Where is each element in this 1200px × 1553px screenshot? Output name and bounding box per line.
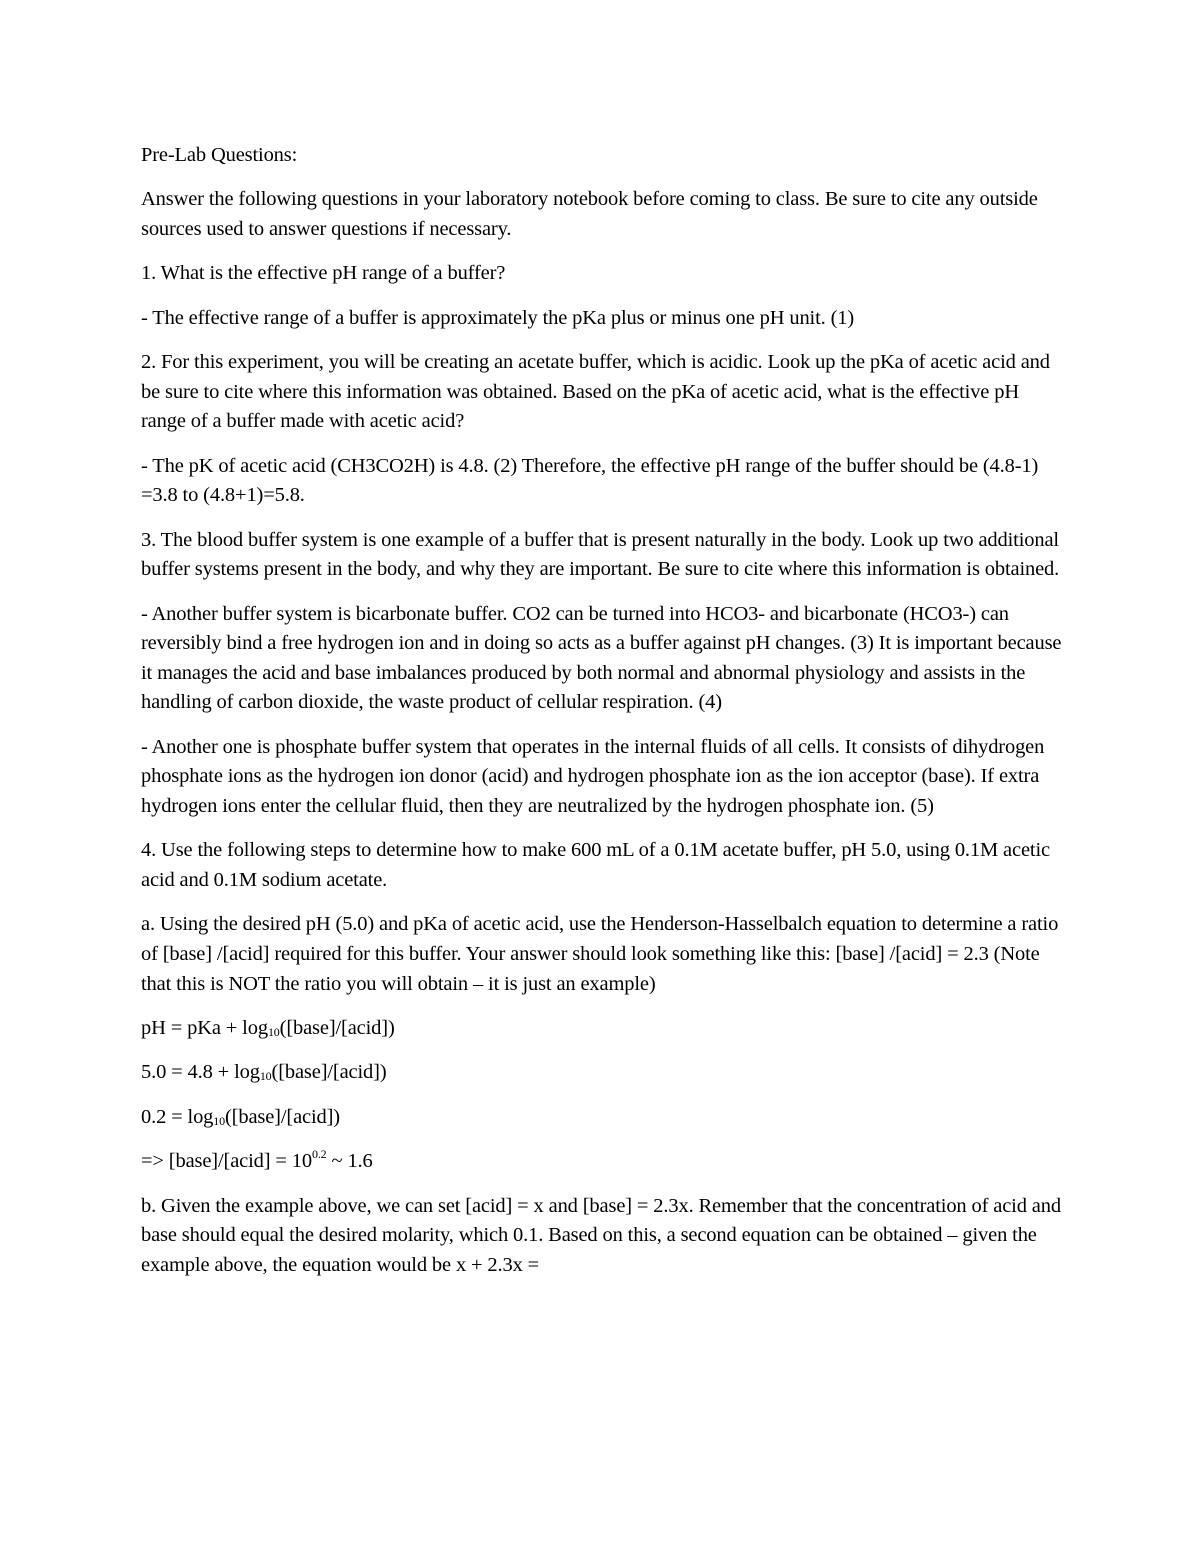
equation-2-sub: 10	[259, 1069, 272, 1084]
equation-1	[141, 1014, 1066, 1044]
heading: Pre-Lab Questions:	[141, 144, 298, 166]
question-4: 4. Use the following steps to determine how to make 600 mL of a 0.1M acetate buffer, pH 5.0, using 0.1M acetic acid and 0.1M sodium acetate.	[141, 839, 1050, 892]
answer-2: - The pK of acetic acid (CH3CO2H) is 4.8. (2) Therefore, the effective pH range of the buffer should be (4.8-1) =3.8 to (4.8+1)=5.8.	[141, 454, 1039, 507]
equation-4-lhs: => [base]/[acid] = 10	[141, 1150, 312, 1173]
equation-2-rhs: ([base]/[acid])	[271, 1061, 387, 1084]
equation-2	[141, 1058, 1066, 1088]
equation-3-sub: 10	[213, 1113, 225, 1128]
answer-3-bicarbonate: - Another buffer system is bicarbonate buffer. CO2 can be turned into HCO3- and bicarbonate (HCO3-) can reversibly bind a free hydrogen ion and in doing so acts as a buffer against pH changes. (3) It is important because it manages the acid and base imbalances produced by both normal and abnormal physiology and assists in the handling of carbon dioxide, the waste product of cellular respiration. (4)	[141, 602, 1062, 714]
document-body	[141, 141, 1066, 1295]
equation-3-rhs: ([base]/[acid])	[225, 1105, 340, 1128]
equation-4	[141, 1147, 1066, 1177]
equation-1-sub: 10	[267, 1025, 280, 1040]
equation-1-lhs: pH = pKa + log	[141, 1017, 268, 1040]
equation-3-lhs: 0.2 = log	[141, 1105, 214, 1128]
intro-paragraph: Answer the following questions in your laboratory notebook before coming to class. Be sure to cite any outside sources used to answer questions if necessary.	[141, 188, 1038, 240]
question-4b: b. Given the example above, we can set [acid] = x and [base] = 2.3x. Remember that the concentration of acid and base should equal the desired molarity, which 0.1. Based on this, a second equation can be obtained – given the example above, the equation would be x + 2.3x =	[141, 1194, 1061, 1276]
answer-3-phosphate: - Another one is phosphate buffer system that operates in the internal fluids of all cells. It consists of dihydrogen phosphate ions as the hydrogen ion donor (acid) and hydrogen phosphate ion as the ion acceptor (base). If extra hydrogen ions enter the cellular fluid, then they are neutralized by the hydrogen phosphate ion. (5)	[141, 735, 1045, 818]
question-3: 3. The blood buffer system is one example of a buffer that is present naturally in the body. Look up two additional buffer systems present in the body, and why they are important. Be sure to cite where this information is obtained.	[141, 528, 1060, 581]
equation-2-lhs: 5.0 = 4.8 + log	[141, 1061, 260, 1084]
question-1: 1. What is the effective pH range of a buffer?	[141, 262, 506, 285]
equation-3	[141, 1103, 1066, 1133]
answer-1: - The effective range of a buffer is approximately the pKa plus or minus one pH unit. (1)	[141, 306, 855, 329]
equation-4-rhs: ~ 1.6	[326, 1150, 373, 1173]
question-2: 2. For this experiment, you will be creating an acetate buffer, which is acidic. Look up the pKa of acetic acid and be sure to cite where this information was obtained. Based on the pKa of acetic acid, what is the effective pH range of a buffer made with acetic acid?	[141, 351, 1050, 433]
question-4a: a. Using the desired pH (5.0) and pKa of acetic acid, use the Henderson-Hasselbalch equation to determine a ratio of [base] /[acid] required for this buffer. Your answer should look something like this: [base] /[acid] = 2.3 (Note that this is NOT the ratio you will obtain – it is just an example)	[141, 913, 1059, 995]
equation-1-rhs: ([base]/[acid])	[279, 1017, 395, 1040]
equation-4-sup: 0.2	[311, 1147, 327, 1162]
